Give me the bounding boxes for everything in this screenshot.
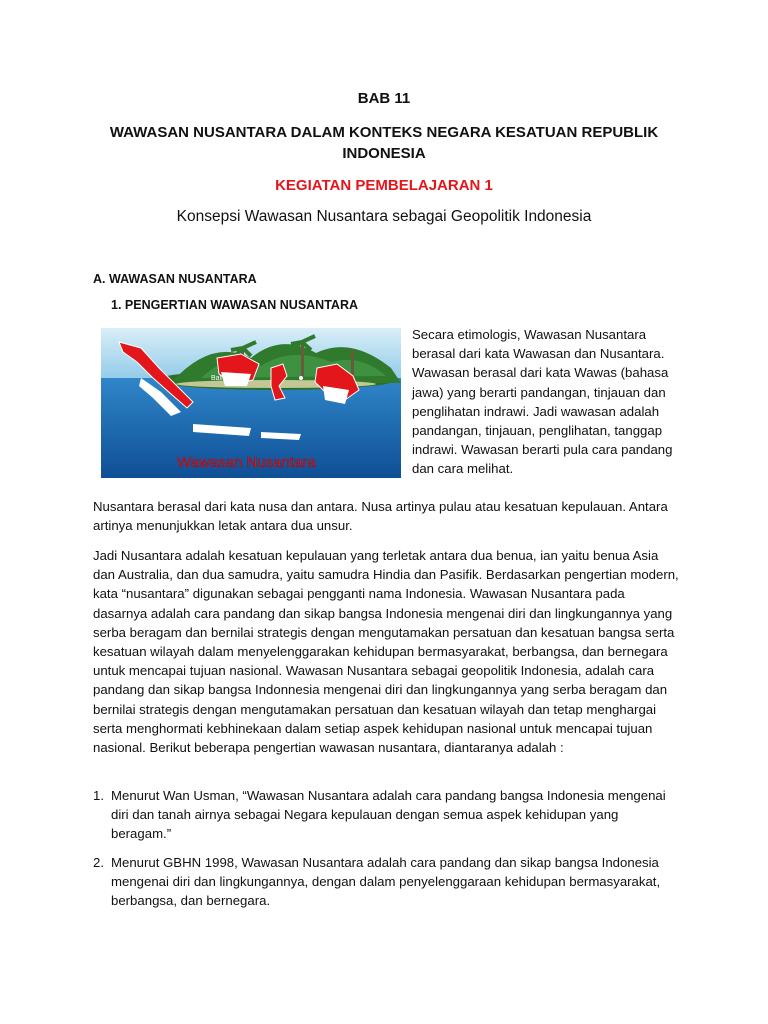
- activity-heading: KEGIATAN PEMBELAJARAN 1: [275, 177, 493, 194]
- list-item-text: Menurut Wan Usman, “Wawasan Nusantara adalah cara pandang bangsa Indonesia mengenai diri dan tanah airnya sebagai Negara kepulauan dengan semua aspek kehidupan yang beragam.”: [111, 788, 666, 842]
- nusantara-paragraph: Nusantara berasal dari kata nusa dan antara. Nusa artinya pulau atau kesatuan kepulauan. Antara artinya menunjukkan letak antara dua unsur.: [93, 499, 668, 534]
- main-paragraph: Jadi Nusantara adalah kesatuan kepulauan yang terletak antara dua benua, ian yaitu benua Asia dan Australia, dan dua samudra, yaitu samudra Hindia dan Pasifik. Berdasarkan pengertian modern, kata “nusantara” digunakan sebagai pengganti nama Indonesia. Wawasan Nusantara pada dasarnya adalah cara pandang dan sikap bangsa Indonesia mengenai diri dan lingkungannya yang serba beragam dan bernilai strategis dengan mengutamakan persatuan dan kesatuan bangsa serta kesatuan wilayah dalam menyelenggarakan kehidupan bermasyarakat, berbangsa, dan bernegara untuk mencapai tujuan nasional. Wawasan Nusantara sebagai geopolitik Indonesia, adalah cara pandang dan sikap bangsa Indonnesia mengenai diri dan lingkungannya yang serba beragam dan bernilai strategis dengan mengutamakan persatuan dan kesatuan wilayah dan tetap menghargai serta menghormati kebhinekaan dalam setiap aspek kehidupan nasional untuk mencapai tujuan nasional. Berikut beberapa pengertian wawasan nusantara, diantaranya adalah :: [93, 548, 679, 756]
- subsection-1-heading: 1. PENGERTIAN WAWASAN NUSANTARA: [111, 298, 359, 312]
- chapter-heading: BAB 11: [357, 90, 411, 107]
- list-item: [93, 853, 681, 911]
- map-illustration: [101, 328, 401, 478]
- list-item-text: Menurut GBHN 1998, Wawasan Nusantara adalah cara pandang dan sikap bangsa Indonesia mengenai diri dan lingkungannya, dengan dalam penyelenggaraan kehidupan bermasyarakat, berbangsa, dan bernegara.: [111, 855, 661, 909]
- subtitle: Konsepsi Wawasan Nusantara sebagai Geopolitik Indonesia: [176, 208, 592, 225]
- section-a-heading: A. WAWASAN NUSANTARA: [93, 272, 257, 286]
- list-item: [93, 786, 681, 844]
- image-caption: Wawasan Nusantara: [177, 454, 316, 471]
- chapter-title: WAWASAN NUSANTARA DALAM KONTEKS NEGARA KESATUAN REPUBLIK INDONESIA: [109, 124, 659, 162]
- list-item-number: 2.: [93, 855, 104, 870]
- list-item-number: 1.: [93, 788, 104, 803]
- wawasan-nusantara-image: [101, 328, 401, 478]
- etymology-paragraph: Secara etimologis, Wawasan Nusantara berasal dari kata Wawasan dan Nusantara. Wawasan berasal dari kata Wawas (bahasa jawa) yang berarti pandangan, tinjauan dan penglihatan indrawi. Jadi wawasan adalah pandangan, tinjauan, penglihatan, tanggap indrawi. Wawasan berarti pula cara pandang dan cara melihat.: [412, 327, 673, 477]
- map-city-label: Balikpapan: [211, 375, 246, 382]
